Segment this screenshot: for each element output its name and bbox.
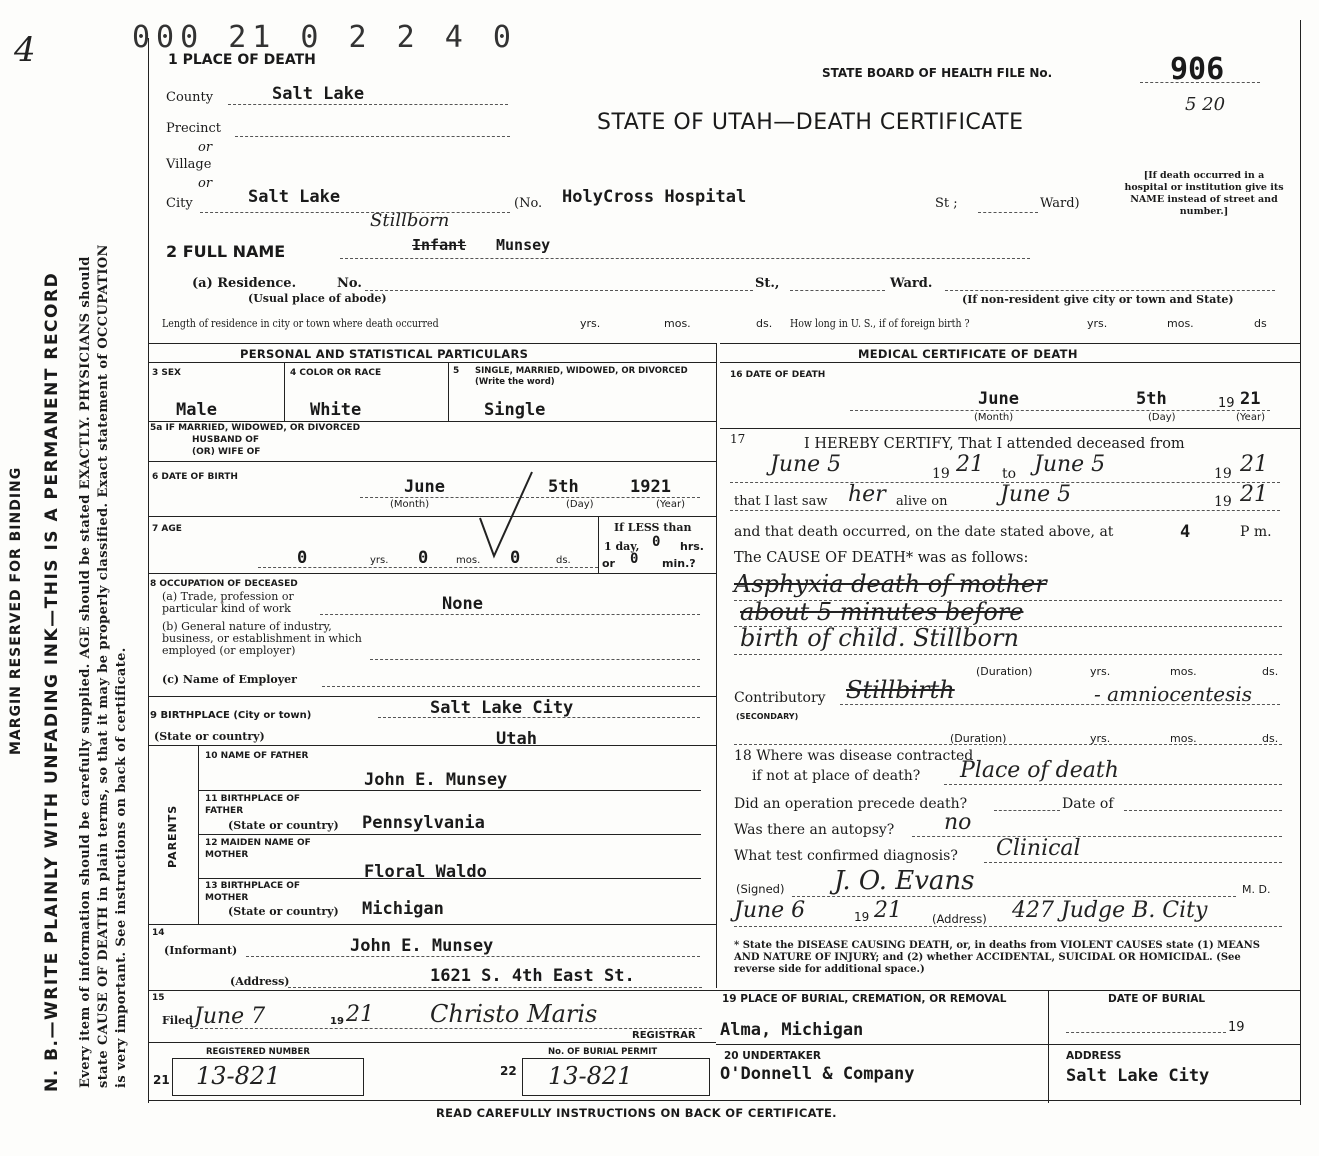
pm-label: P m. [1240,524,1272,540]
residence-ward-label: Ward. [890,276,933,291]
medical-header: MEDICAL CERTIFICATE OF DEATH [858,347,1078,361]
color-value: White [310,400,362,420]
street-label: St ; [935,196,958,211]
yrs-label: yrs. [1090,732,1111,745]
binding-margin-text: MARGIN RESERVED FOR BINDING [8,466,24,755]
state-country-label: (State or country) [228,905,339,918]
birthplace-state: Utah [496,729,537,749]
day-label: 1 day, [604,540,640,553]
cause-line-2: about 5 minutes before [740,598,1024,626]
residence-no-label: No. [337,276,362,291]
physician-signature: J. O. Evans [834,866,975,896]
undertaker-name: O'Donnell & Company [720,1064,915,1084]
certify-text: I HEREBY CERTIFY, That I attended deceased from [804,436,1185,452]
usual-abode-label: (Usual place of abode) [248,292,387,305]
length-residence-label: Length of residence in city or town where death occurred [162,316,439,330]
dob-label: 6 DATE OF BIRTH [152,472,238,482]
hrs-label: hrs. [680,540,704,553]
burial-place: Alma, Michigan [720,1020,864,1040]
cause-line-3: birth of child. Stillborn [740,624,1019,652]
autopsy-label: Was there an autopsy? [734,822,895,838]
birthplace-city: Salt Lake City [430,698,574,718]
personal-header: PERSONAL AND STATISTICAL PARTICULARS [240,347,529,361]
date-of-death-label: 16 DATE OF DEATH [730,370,826,380]
physician-address: 427 Judge B. City [1012,898,1208,923]
contributory-value: Stillbirth [846,676,955,704]
year-prefix: 19 [1214,494,1232,510]
mos-label: mos. [1170,732,1197,745]
ds-label: ds. [1262,665,1279,678]
filed-date: June 7 [194,1004,266,1029]
residence-st-label: St., [755,276,780,291]
age-months: 0 [418,548,429,568]
registered-number-label: REGISTERED NUMBER [206,1047,310,1057]
instruction-main: N. B.—WRITE PLAINLY WITH UNFADING INK—THIS IS A PERMANENT RECORD [42,271,62,1092]
mos-label: mos. [1167,317,1194,330]
year-prefix: 19 [932,466,950,482]
year-label: (Year) [656,499,685,510]
full-name-value: Munsey [496,236,551,254]
informant-address: 1621 S. 4th East St. [430,966,635,986]
no-label: (No. [514,196,543,211]
registrar-signature: Christo Maris [430,1000,598,1028]
duration-label: (Duration) [976,665,1033,678]
father-birthplace: Pennsylvania [362,813,485,833]
section-divider [148,343,716,344]
or-label: or [198,176,213,191]
occupation-value: None [442,594,483,614]
struck-name: Infant [412,236,467,254]
occupation-label: 8 OCCUPATION OF DECEASED [150,579,298,589]
parents-label: PARENTS [166,804,179,868]
burial-date-label: DATE OF BURIAL [1108,993,1206,1005]
city-value: Salt Lake [248,187,341,207]
marital-value: Single [484,400,546,420]
death-month: June [978,389,1019,409]
date-of-label: Date of [1062,796,1114,812]
attended-to: June 5 [1034,452,1106,477]
check-mark [476,470,536,560]
alive-on-label: alive on [896,494,948,509]
less-than-label: If LESS than [614,521,692,534]
md-label: M. D. [1242,883,1271,896]
signed-year: 21 [874,898,902,923]
form-left-border [148,38,149,1103]
informant-label: (Informant) [164,944,238,957]
father-birthplace-label: 11 BIRTHPLACE OF FATHER [205,794,301,816]
instruction-line-3: is very important. See instructions on back of certificate. [114,647,129,1088]
physician-address-label: (Address) [932,912,987,926]
disease-contracted-value: Place of death [960,758,1119,783]
death-year: 21 [1240,389,1261,409]
dob-year: 1921 [630,477,671,497]
filed-year-prefix: 19 [330,1016,344,1027]
attended-from: June 5 [770,452,842,477]
age-days: 0 [510,548,521,568]
age-years: 0 [297,548,308,568]
hospital-note: [If death occurred in a hospital or institution give its NAME instead of street and number.] [1124,170,1284,217]
registrar-label: REGISTRAR [632,1030,696,1041]
instruction-line-1: Every item of information should be carefully supplied. AGE should be stated EXACTLY. PHYSICIANS should [78,256,93,1088]
hospital-value: HolyCross Hospital [562,187,747,207]
occupation-industry-label: (b) General nature of industry, business, or establishment in which employed (or employer) [162,620,362,657]
death-occurred-text: and that death occurred, on the date stated above, at [734,524,1114,540]
state-country-label: (State or country) [228,819,339,832]
filed-label: Filed [162,1014,193,1027]
ds-label: ds. [1262,732,1279,745]
filed-year: 21 [346,1002,374,1027]
signed-date: June 6 [734,898,806,923]
last-saw-value: her [848,482,886,507]
full-name-label: 2 FULL NAME [166,242,286,261]
birthplace-label: 9 BIRTHPLACE (City or town) [150,710,312,721]
how-long-label: How long in U. S., if of foreign birth ? [790,316,970,330]
form-right-border [1300,20,1301,1105]
or-label: or [198,140,213,155]
burial-permit-number: 13-821 [548,1062,633,1090]
marital-num: 5 [453,366,460,376]
disease-contracted-label-2: if not at place of death? [752,768,921,784]
handwritten-mark: 5 20 [1185,94,1226,115]
age-label: 7 AGE [152,524,182,534]
contributory-label: Contributory [734,690,826,706]
column-divider [716,343,717,988]
undertaker-address-label: ADDRESS [1066,1050,1122,1062]
sex-value: Male [176,400,217,420]
spouse-label: (OR) WIFE OF [192,447,261,457]
place-of-death-label: 1 PLACE OF DEATH [168,52,316,68]
disease-contracted-label: 18 Where was disease contracted [734,748,974,764]
yrs-label: yrs. [370,555,389,566]
death-time: 4 [1180,522,1191,542]
occupation-trade-label: (a) Trade, profession or particular kind of work [162,590,294,615]
test-confirmed-value: Clinical [996,836,1081,861]
father-name: John E. Munsey [364,770,508,790]
attended-to-year: 21 [1240,452,1268,477]
min-label: min.? [662,557,696,570]
informant-address-label: (Address) [230,975,290,988]
sex-label: 3 SEX [152,368,181,378]
county-value: Salt Lake [272,84,365,104]
instruction-line-2: state CAUSE OF DEATH in plain terms, so that it may be properly classified. Exact statement of OCCUPATION [96,244,111,1088]
county-label: County [166,90,214,105]
mos-label: mos. [1170,665,1197,678]
mos-label: mos. [664,317,691,330]
month-label: (Month) [390,499,430,510]
yrs-label: yrs. [1090,665,1111,678]
death-year-prefix: 19 [1218,396,1235,411]
undertaker-label: 20 UNDERTAKER [724,1050,821,1062]
stillborn-insert: Stillborn [370,210,450,231]
file-number-label: STATE BOARD OF HEALTH FILE No. [822,66,1053,80]
burial-permit-prefix: 22 [500,1064,517,1078]
informant-num: 14 [152,928,165,938]
ds-label: ds. [756,317,773,330]
secondary-label: (SECONDARY) [736,712,799,721]
city-label: City [166,196,193,211]
to-label: to [1002,466,1017,482]
contributory-extra: - amniocentesis [1094,682,1253,706]
spouse-label: HUSBAND OF [192,435,260,445]
certify-num: 17 [730,432,746,446]
yrs-label: yrs. [1087,317,1108,330]
operation-label: Did an operation precede death? [734,796,968,812]
year-prefix: 19 [1214,466,1232,482]
section-divider [720,343,1300,344]
ds-label: ds. [556,555,571,566]
mother-name-label: 12 MAIDEN NAME OF MOTHER [205,838,311,860]
day-label: (Day) [566,499,594,510]
attended-from-year: 21 [956,452,984,477]
cause-line-1: Asphyxia death of mother [734,570,1047,598]
informant-name: John E. Munsey [350,936,494,956]
death-day: 5th [1136,389,1167,409]
village-label: Village [166,157,212,172]
mother-birthplace: Michigan [362,899,444,919]
footer-instructions: READ CAREFULLY INSTRUCTIONS ON BACK OF CERTIFICATE. [436,1106,837,1120]
file-number: 906 [1170,52,1225,87]
last-saw-date: June 5 [1000,482,1072,507]
precinct-label: Precinct [166,121,221,136]
burial-permit-label: No. OF BURIAL PERMIT [548,1047,658,1057]
test-confirmed-label: What test confirmed diagnosis? [734,848,958,864]
residence-label: (a) Residence. [192,276,297,291]
color-label: 4 COLOR OR RACE [290,368,382,378]
spouse-label: 5a IF MARRIED, WIDOWED, OR DIVORCED [150,423,361,433]
yrs-label: yrs. [580,317,601,330]
year-label: (Year) [1236,412,1265,423]
registered-number: 13-821 [196,1062,281,1090]
certificate-number: 000 21 0 2 2 4 0 [132,20,517,55]
corner-mark: 4 [14,30,36,70]
minutes-value: 0 [630,551,639,567]
ds-label: ds [1254,317,1267,330]
cause-footnote: * State the DISEASE CAUSING DEATH, or, in deaths from VIOLENT CAUSES state (1) MEANS AND NATURE OF INJURY; and (2) whether ACCIDENTAL, SUICIDAL OR HOMICIDAL. (See reverse side for additional space.) [734,940,1260,975]
month-label: (Month) [974,412,1014,423]
dob-month: June [404,477,445,497]
mother-birthplace-label: 13 BIRTHPLACE OF MOTHER [205,881,301,903]
signed-label: (Signed) [736,882,785,896]
registered-number-prefix: 21 [153,1073,170,1087]
mos-label: mos. [456,555,481,566]
dob-day: 5th [548,477,579,497]
nonresident-note: (If non-resident give city or town and State) [962,293,1234,306]
burial-place-label: 19 PLACE OF BURIAL, CREMATION, OR REMOVAL [722,993,1007,1005]
hours-value: 0 [652,534,661,550]
year-prefix: 19 [854,910,870,924]
cause-of-death-label: The CAUSE OF DEATH* was as follows: [734,550,1029,566]
last-saw-label: that I last saw [734,494,828,509]
mother-name: Floral Waldo [364,862,487,882]
employer-label: (c) Name of Employer [162,673,297,686]
duration-label: (Duration) [950,732,1007,745]
undertaker-address: Salt Lake City [1066,1066,1210,1086]
or-label: or [602,557,615,570]
last-saw-year: 21 [1240,482,1268,507]
marital-label: SINGLE, MARRIED, WIDOWED, OR DIVORCED (Write the word) [475,366,688,387]
day-label: (Day) [1148,412,1176,423]
father-name-label: 10 NAME OF FATHER [205,751,309,761]
burial-year-prefix: 19 [1228,1020,1245,1035]
ward-label: Ward) [1040,196,1080,211]
filed-num: 15 [152,993,165,1003]
autopsy-value: no [944,810,972,835]
certificate-title: STATE OF UTAH—DEATH CERTIFICATE [597,110,1024,135]
state-label: (State or country) [154,730,265,743]
